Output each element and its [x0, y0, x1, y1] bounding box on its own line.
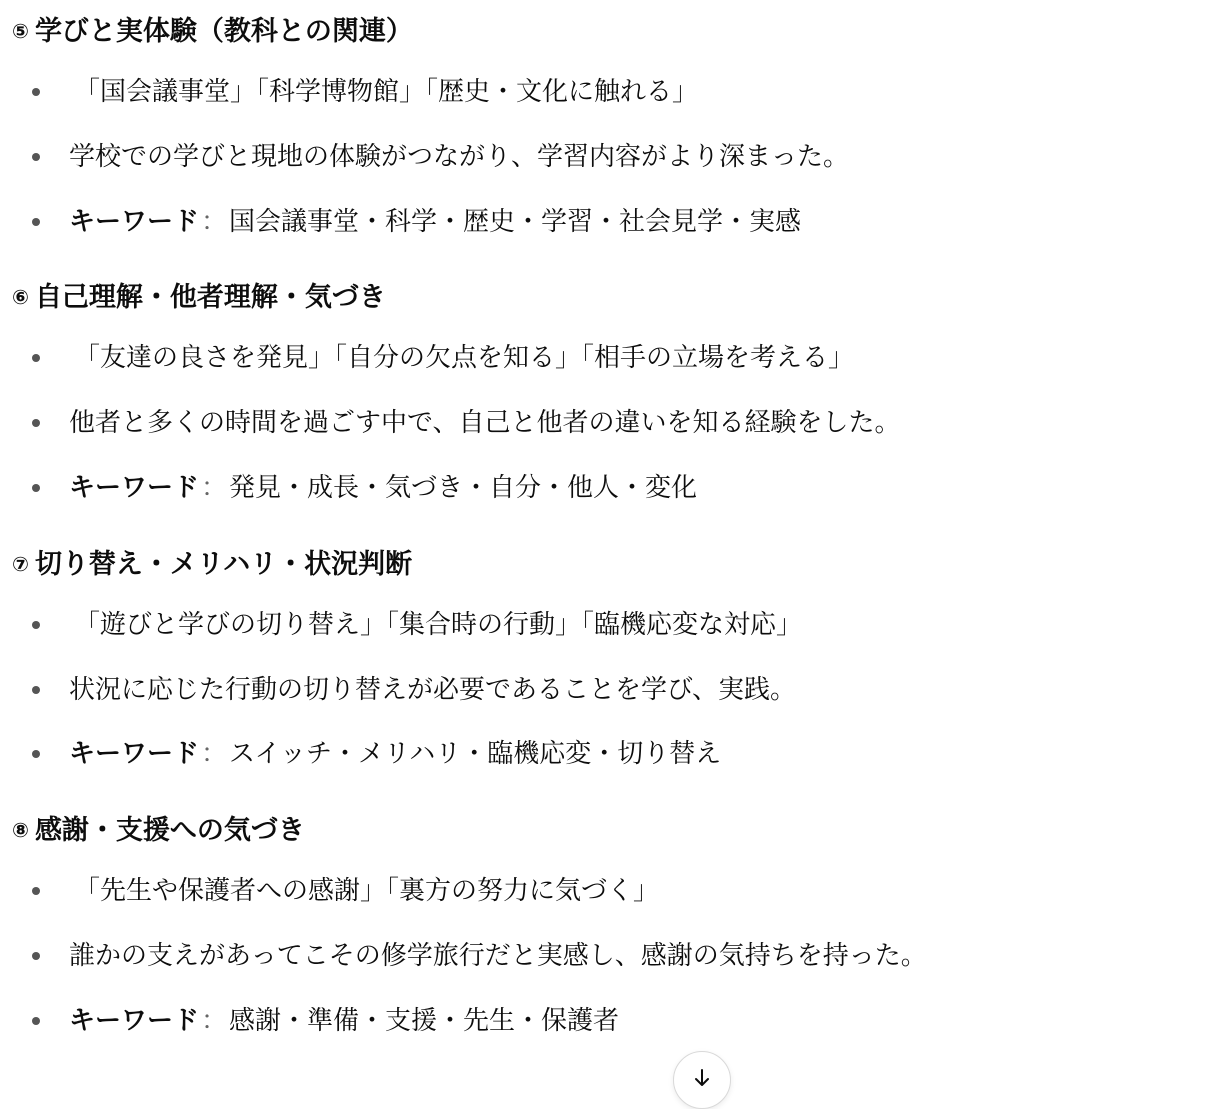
keyword-values: 国会議事堂・科学・歴史・学習・社会見学・実感 — [229, 207, 802, 237]
bullet-icon — [32, 419, 40, 427]
section-title: 学びと実体験（教科との関連） — [34, 16, 413, 47]
bullet-icon — [32, 484, 40, 492]
quote-text: 「先生や保護者への感謝」「裏方の努力に気づく」 — [74, 876, 660, 906]
scroll-to-bottom-button[interactable] — [673, 1051, 731, 1109]
keyword-line — [69, 737, 721, 771]
section-heading — [12, 14, 413, 49]
keyword-values: スイッチ・メリハリ・臨機応変・切り替え — [229, 739, 722, 769]
bullet-icon — [32, 621, 40, 629]
bullet-icon — [32, 952, 40, 960]
bullet-icon — [32, 1017, 40, 1025]
description-text: 他者と多くの時間を過ごす中で、自己と他者の違いを知る経験をした。 — [69, 408, 901, 438]
bullet-icon — [32, 354, 40, 362]
quote-text: 「遊びと学びの切り替え」「集合時の行動」「臨機応変な対応」 — [74, 610, 803, 640]
keyword-values: 感謝・準備・支援・先生・保護者 — [229, 1006, 620, 1036]
section-number: ⑤ — [12, 19, 29, 43]
quote-text: 「友達の良さを発見」「自分の欠点を知る」「相手の立場を考える」 — [74, 343, 855, 373]
keyword-label: キーワード — [69, 473, 200, 503]
section-heading — [12, 280, 386, 315]
keyword-values: 発見・成長・気づき・自分・他人・変化 — [229, 473, 698, 503]
section-title: 切り替え・メリハリ・状況判断 — [34, 549, 413, 580]
bullet-icon — [32, 218, 40, 226]
bullet-icon — [32, 887, 40, 895]
section-number: ⑦ — [12, 552, 29, 576]
keyword-separator: ： — [201, 207, 228, 237]
description-text: 状況に応じた行動の切り替えが必要であることを学び、実践。 — [69, 675, 796, 705]
keyword-separator: ： — [201, 739, 228, 769]
section-heading — [12, 813, 305, 848]
section-heading — [12, 547, 412, 582]
description-text: 学校での学びと現地の体験がつながり、学習内容がより深まった。 — [69, 142, 850, 172]
quote-text: 「国会議事堂」「科学博物館」「歴史・文化に触れる」 — [74, 77, 699, 107]
bullet-icon — [32, 750, 40, 758]
arrow-down-icon — [690, 1066, 714, 1090]
section-number: ⑧ — [12, 818, 29, 842]
keyword-label: キーワード — [69, 739, 200, 769]
bullet-icon — [32, 88, 40, 96]
keyword-line — [69, 1004, 619, 1038]
bullet-icon — [32, 153, 40, 161]
keyword-separator: ： — [201, 473, 228, 503]
section-title: 感謝・支援への気づき — [34, 815, 305, 846]
keyword-separator: ： — [201, 1006, 228, 1036]
keyword-label: キーワード — [69, 207, 200, 237]
section-number: ⑥ — [12, 285, 29, 309]
description-text: 誰かの支えがあってこその修学旅行だと実感し、感謝の気持ちを持った。 — [69, 941, 927, 971]
bullet-icon — [32, 686, 40, 694]
keyword-line — [69, 205, 801, 239]
keyword-line — [69, 471, 697, 505]
section-title: 自己理解・他者理解・気づき — [34, 282, 386, 313]
keyword-label: キーワード — [69, 1006, 200, 1036]
